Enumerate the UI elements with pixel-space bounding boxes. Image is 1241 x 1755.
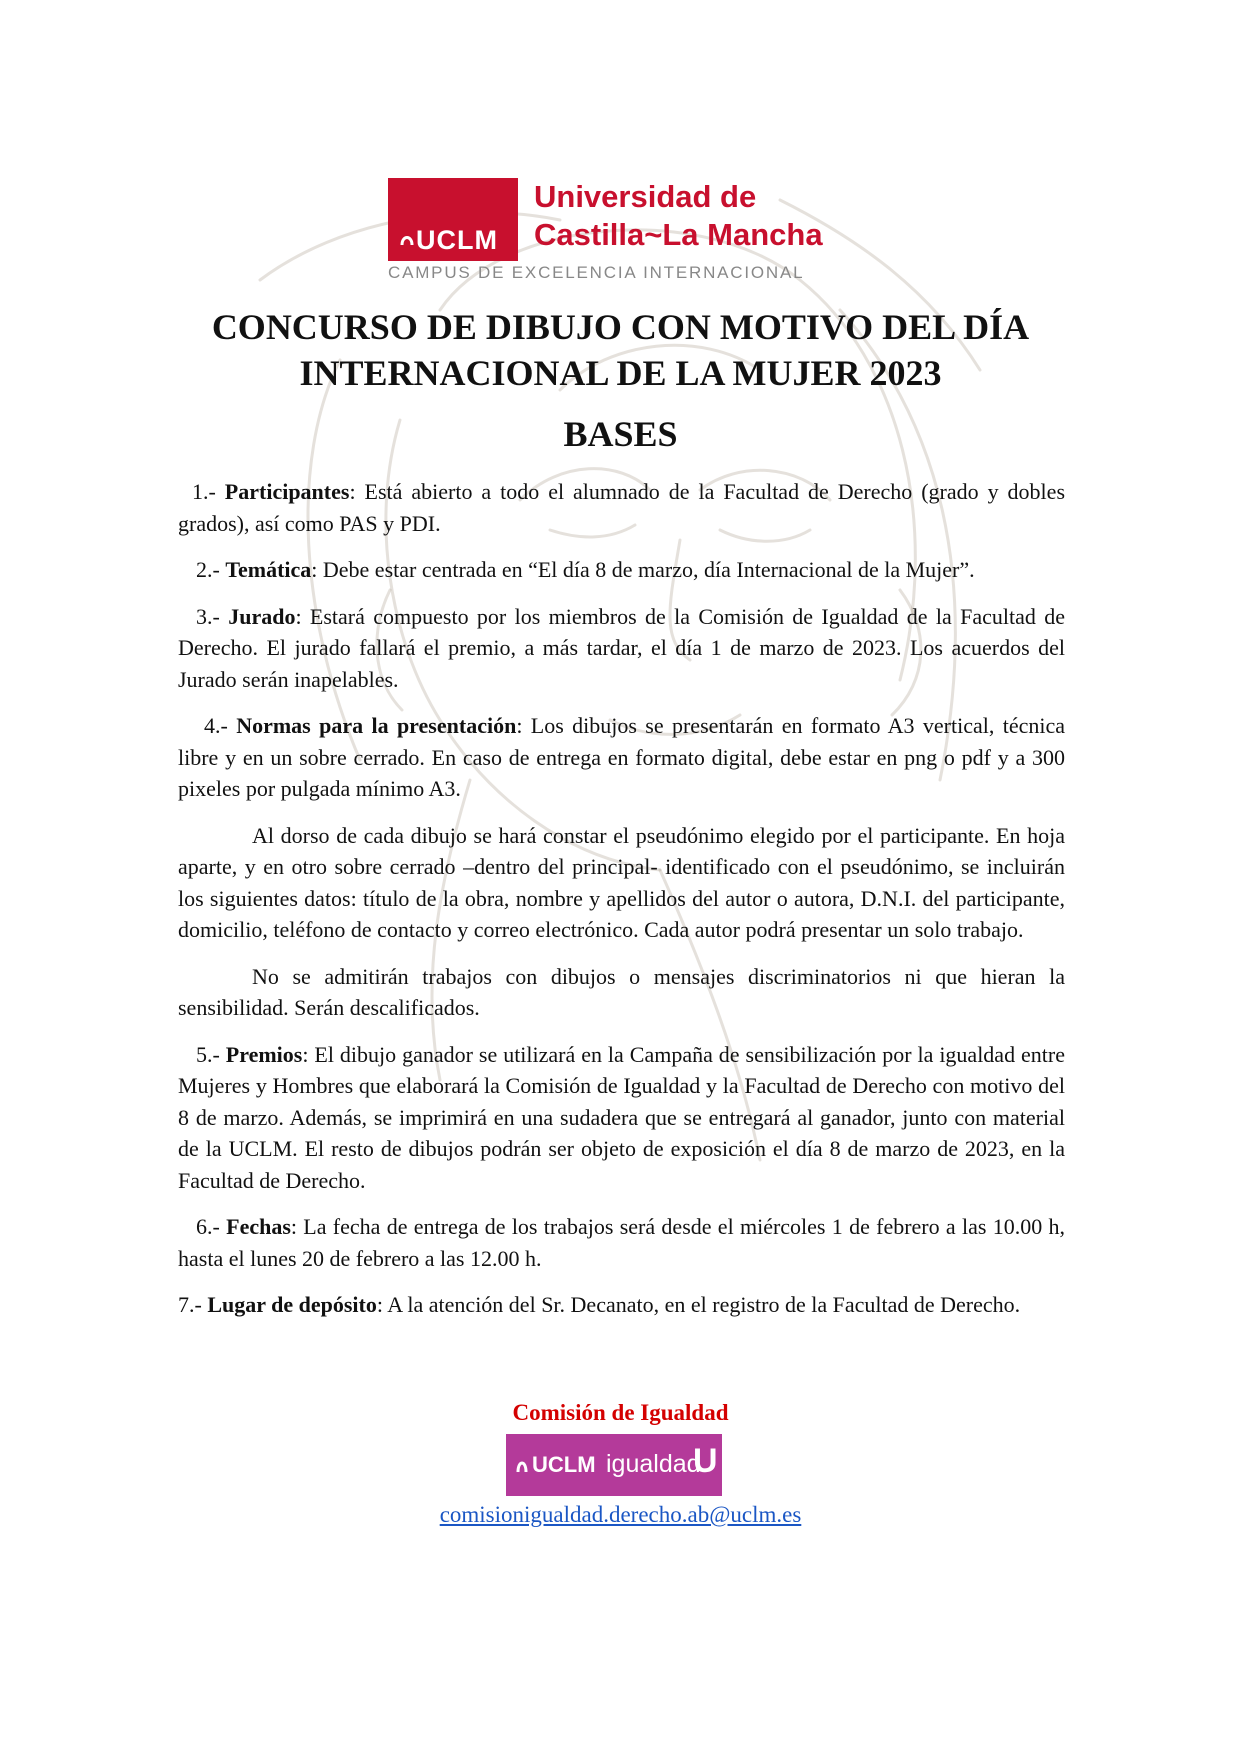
university-name-line2: Castilla~La Mancha xyxy=(534,217,823,252)
page-title-line1: CONCURSO DE DIBUJO CON MOTIVO DEL DÍA xyxy=(211,307,1030,347)
rule-participantes xyxy=(178,476,1065,539)
bases-heading: BASES xyxy=(563,414,678,454)
rule-number: 5.- xyxy=(196,1041,226,1067)
rule-text: : La fecha de entrega de los trabajos será desde el miércoles 1 de febrero a las 10.00 h, hasta el lunes 20 de febrero a las 12.00 h. xyxy=(178,1214,1065,1271)
university-name xyxy=(534,178,823,254)
rule-heading: Lugar de depósito xyxy=(207,1292,377,1317)
rule-fechas xyxy=(178,1211,1065,1274)
page-title xyxy=(150,304,1091,396)
page-title-line2: INTERNACIONAL DE LA MUJER 2023 xyxy=(299,353,942,393)
uclm-logo-wordmark: UCLM xyxy=(416,225,498,255)
rule-heading: Premios xyxy=(225,1041,303,1067)
rule-text: : Los dibujos se presentarán en formato A3 vertical, técnica libre y en un sobre cerrado. En caso de entrega en formato digital, debe estar en png o pdf y a 300 pixeles por pulgada mínimo A3. xyxy=(178,713,1065,801)
rule-lugar xyxy=(178,1289,1065,1321)
rule-text: : Está abierto a todo el alumnado de la Facultad de Derecho (grado y dobles grados), así como PAS y PDI. xyxy=(178,479,1065,536)
uclm-logo xyxy=(388,178,848,282)
rule-normas-dorso: Al dorso de cada dibujo se hará constar el pseudónimo elegido por el participante. En hoja aparte, y en otro sobre cerrado –dentro del principal- identificado con el pseudónimo, se incluirán los siguientes datos: título de la obra, nombre y apellidos del autor o autora, D.N.I. del participante, domicilio, teléfono de contacto y correo electrónico. Cada autor podrá presentar un solo trabajo. xyxy=(178,822,1065,942)
rule-text: : A la atención del Sr. Decanato, en el registro de la Facultad de Derecho. xyxy=(376,1292,1021,1317)
uclm-logo-box xyxy=(388,178,518,261)
rule-heading: Normas para la presentación xyxy=(236,713,517,738)
rule-text: : El dibujo ganador se utilizará en la Campaña de sensibilización por la igualdad entre Mujeres y Hombres que elaborará la Comisión de Igualdad y la Facultad de Derecho con motivo del 8 de marzo. Además, se imprimirá en una sudadera que se entregará al ganador, junto con material de la UCLM. El resto de dibujos podrán ser objeto de exposición el día 8 de marzo de 2023, en la Facultad de Derecho. xyxy=(178,1041,1065,1193)
contact-email-link[interactable]: comisionigualdad.derecho.ab@uclm.es xyxy=(439,1502,802,1527)
rule-number: 1.- xyxy=(192,479,225,504)
uclm-emblem-icon xyxy=(400,230,414,246)
rule-number: 3.- xyxy=(196,603,229,629)
rule-number: 7.- xyxy=(178,1292,208,1317)
uclm-igualdad-logo xyxy=(506,1434,722,1496)
rule-number: 2.- xyxy=(196,557,226,582)
igualdad-logo-letter: U xyxy=(693,1442,718,1480)
rule-tematica xyxy=(178,554,1065,586)
rules-body xyxy=(178,476,1065,1336)
rule-text: : Estará compuesto por los miembros de la Comisión de Igualdad de la Facultad de Derecho. El jurado fallará el premio, a más tardar, el día 1 de marzo de 2023. Los acuerdos del Jurado serán inapelables. xyxy=(178,603,1066,692)
university-name-line1: Universidad de xyxy=(534,179,757,214)
campus-tagline: CAMPUS DE EXCELENCIA INTERNACIONAL xyxy=(388,263,805,282)
igualdad-logo-word: igualdad xyxy=(606,1450,701,1478)
uclm-emblem-icon xyxy=(516,1453,528,1473)
rule-number: 6.- xyxy=(196,1214,227,1239)
rule-number: 4.- xyxy=(204,713,237,738)
rule-text: : Debe estar centrada en “El día 8 de marzo, día Internacional de la Mujer”. xyxy=(311,557,975,582)
rule-heading: Temática xyxy=(225,557,312,582)
rule-heading: Participantes xyxy=(224,479,350,504)
rule-normas xyxy=(178,710,1065,805)
rule-jurado xyxy=(178,601,1065,696)
rule-heading: Jurado xyxy=(228,603,296,629)
igualdad-logo-uclm: UCLM xyxy=(532,1452,596,1477)
rule-premios xyxy=(178,1039,1065,1197)
rule-normas-discriminatorios: No se admitirán trabajos con dibujos o mensajes discriminatorios ni que hieran la sensibilidad. Serán descalificados. xyxy=(178,963,1065,1020)
rule-heading: Fechas xyxy=(226,1214,291,1239)
commission-name: Comisión de Igualdad xyxy=(512,1400,729,1425)
